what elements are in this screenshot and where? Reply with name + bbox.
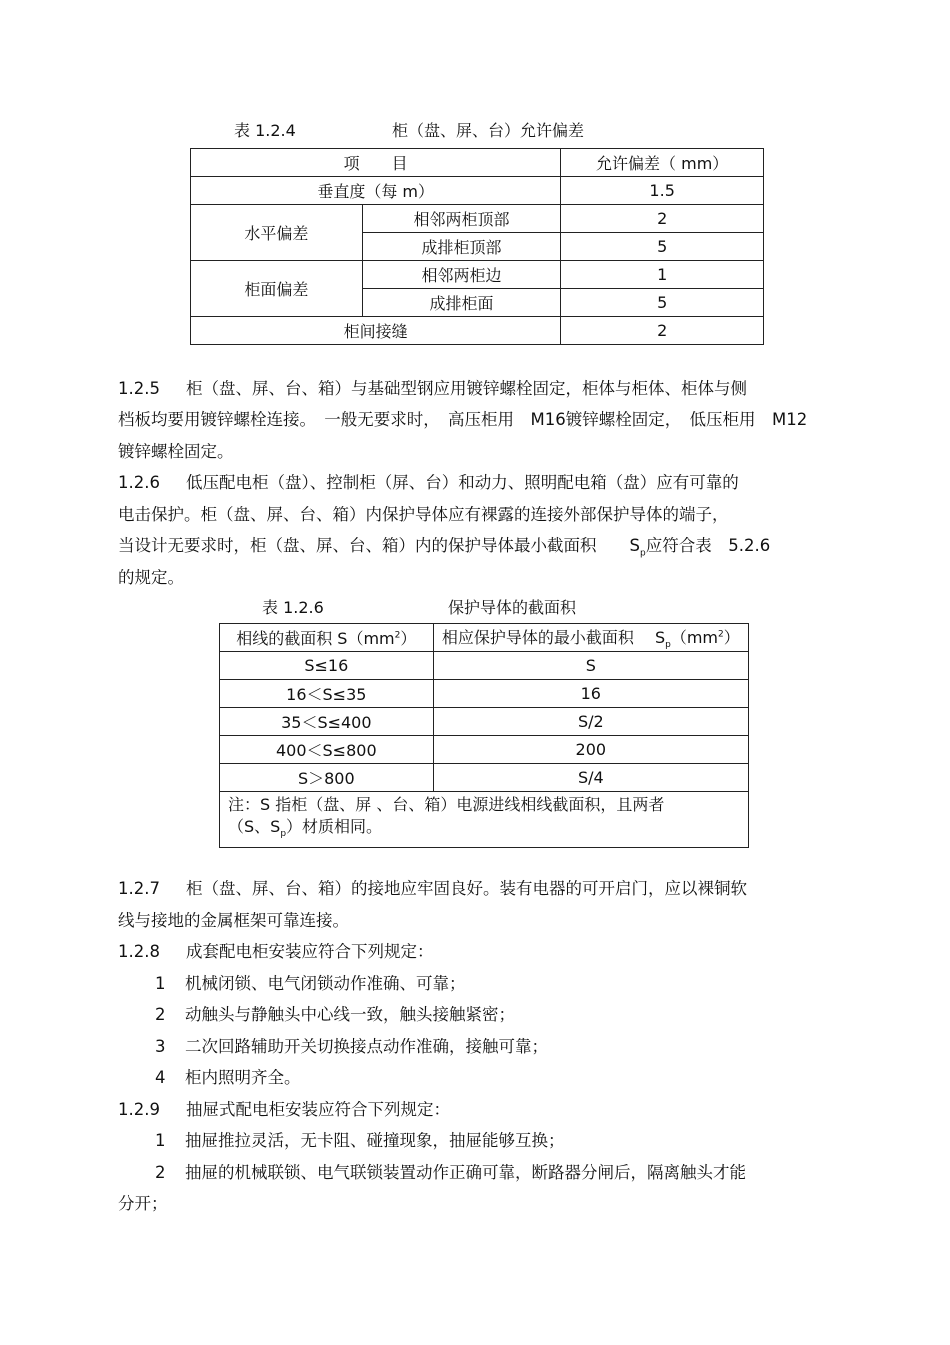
table-row: [191, 317, 764, 345]
note-line: （S、$S_p$）材质相同。: [228, 817, 383, 840]
para-text: 抽屉式配电柜安装应符合下列规定：: [186, 1100, 450, 1119]
para-text: 柜（盘、屏、台、箱）与基础型钢应用镀锌螺栓固定，柜体与柜体、柜体与侧: [186, 379, 747, 398]
table-note-row: [220, 792, 749, 848]
cell-sp: S/4: [433, 764, 748, 792]
para-text: 低压配电柜（盘）、控制柜（屏、台）和动力、照明配电箱（盘）应有可靠的: [186, 473, 739, 492]
row-sublabel: 成排柜面: [362, 289, 561, 317]
para-text: 应符合表 5.2.6: [645, 536, 771, 555]
row-label: 垂直度（每 m）: [191, 177, 561, 205]
table-row: [220, 736, 749, 764]
table-1-2-6-caption-number: 表 1.2.6: [262, 598, 324, 617]
list-item: 1 机械闭锁、电气闭锁动作准确、可靠；: [155, 974, 466, 993]
table-row: [191, 261, 764, 289]
table-row: [220, 680, 749, 708]
para-1-2-9-continuation: 分开；: [118, 1194, 168, 1213]
list-item: 3 二次回路辅助开关切换接点动作准确，接触可靠；: [155, 1037, 548, 1056]
table-note: [220, 792, 749, 848]
table-row: [191, 177, 764, 205]
para-number: 1.2.7: [118, 879, 160, 898]
note-line: 注：S 指柜（盘、屏 、台、箱）电源进线相线截面积，且两者: [228, 795, 665, 814]
table-row: [220, 708, 749, 736]
list-item: 2 抽屉的机械联锁、电气联锁装置动作正确可靠，断路器分闸后，隔离触头才能: [155, 1163, 746, 1182]
para-number: 1.2.6: [118, 473, 160, 492]
row-value: 5: [561, 289, 764, 317]
header-pe-area: 相应保护导体的最小截面积 $S_p(mm^2)$: [433, 624, 748, 652]
para-text: 柜（盘、屏、台、箱）的接地应牢固良好。装有电器的可开启门，应以裸铜软: [186, 879, 747, 898]
table-row: [191, 205, 764, 233]
table-header-row: [191, 149, 764, 177]
table-1-2-4-caption-number: 表 1.2.4: [234, 121, 296, 140]
table-row: [220, 764, 749, 792]
para-1-2-8-line1: [118, 938, 434, 962]
para-1-2-6-line3: [118, 532, 770, 558]
row-value: 2: [561, 317, 764, 345]
cell-sp: 16: [433, 680, 748, 708]
table-1-2-4-caption-title: 柜（盘、屏、台）允许偏差: [392, 121, 585, 140]
header-phase-area: 相线的截面积 $S(mm^2)$: [220, 624, 434, 652]
para-1-2-6-line2: 电击保护。柜（盘、屏、台、箱）内保护导体应有裸露的连接外部保护导体的端子，: [118, 505, 729, 524]
para-text: 成套配电柜安装应符合下列规定：: [186, 942, 434, 961]
para-number: 1.2.9: [118, 1100, 160, 1119]
para-1-2-5-line3: 镀锌螺栓固定。: [118, 442, 234, 461]
list-item: 1 抽屉推拉灵活，无卡阻、碰撞现象，抽屉能够互换；: [155, 1131, 565, 1150]
cell-s: 16＜S≤35: [220, 680, 434, 708]
para-1-2-6-line4: 的规定。: [118, 568, 184, 587]
table-header-row: [220, 624, 749, 652]
subscript: p: [639, 548, 646, 559]
list-item: 2 动触头与静触头中心线一致，触头接触紧密；: [155, 1005, 515, 1024]
table-1-2-6-caption-title: 保护导体的截面积: [448, 598, 577, 617]
para-1-2-5-line2: 档板均要用镀锌螺栓连接。 一般无要求时， 高压柜用 M16镀锌螺栓固定， 低压柜用 M12: [118, 410, 808, 429]
para-1-2-7-line1: [118, 875, 747, 899]
cell-s: S＞800: [220, 764, 434, 792]
para-1-2-9-line1: [118, 1096, 450, 1120]
row-value: 2: [561, 205, 764, 233]
cell-s: S≤16: [220, 652, 434, 680]
para-1-2-5-line1: [118, 375, 747, 399]
para-1-2-7-line2: 线与接地的金属框架可靠连接。: [118, 911, 349, 930]
table-1-2-4: [190, 148, 764, 345]
table-row: [220, 652, 749, 680]
row-sublabel: 相邻两柜顶部: [362, 205, 561, 233]
header-tolerance: 允许偏差（ mm）: [561, 149, 764, 177]
cell-sp: S/2: [433, 708, 748, 736]
cell-sp: S: [433, 652, 748, 680]
table-1-2-6: [219, 623, 749, 848]
list-item: 4 柜内照明齐全。: [155, 1068, 301, 1087]
cell-sp: 200: [433, 736, 748, 764]
cell-s: 35＜S≤400: [220, 708, 434, 736]
row-label: 柜间接缝: [191, 317, 561, 345]
cell-s: 400＜S≤800: [220, 736, 434, 764]
row-value: 5: [561, 233, 764, 261]
para-text: 当设计无要求时，柜（盘、屏、台、箱）内的保护导体最小截面积 S: [118, 536, 640, 555]
para-number: 1.2.8: [118, 942, 160, 961]
row-value: 1: [561, 261, 764, 289]
row-sublabel: 相邻两柜边: [362, 261, 561, 289]
para-number: 1.2.5: [118, 379, 160, 398]
row-sublabel: 成排柜顶部: [362, 233, 561, 261]
group-label: 柜面偏差: [191, 261, 363, 317]
row-value: 1.5: [561, 177, 764, 205]
header-item: 项 目: [191, 149, 561, 177]
para-1-2-6-line1: [118, 469, 739, 493]
group-label: 水平偏差: [191, 205, 363, 261]
